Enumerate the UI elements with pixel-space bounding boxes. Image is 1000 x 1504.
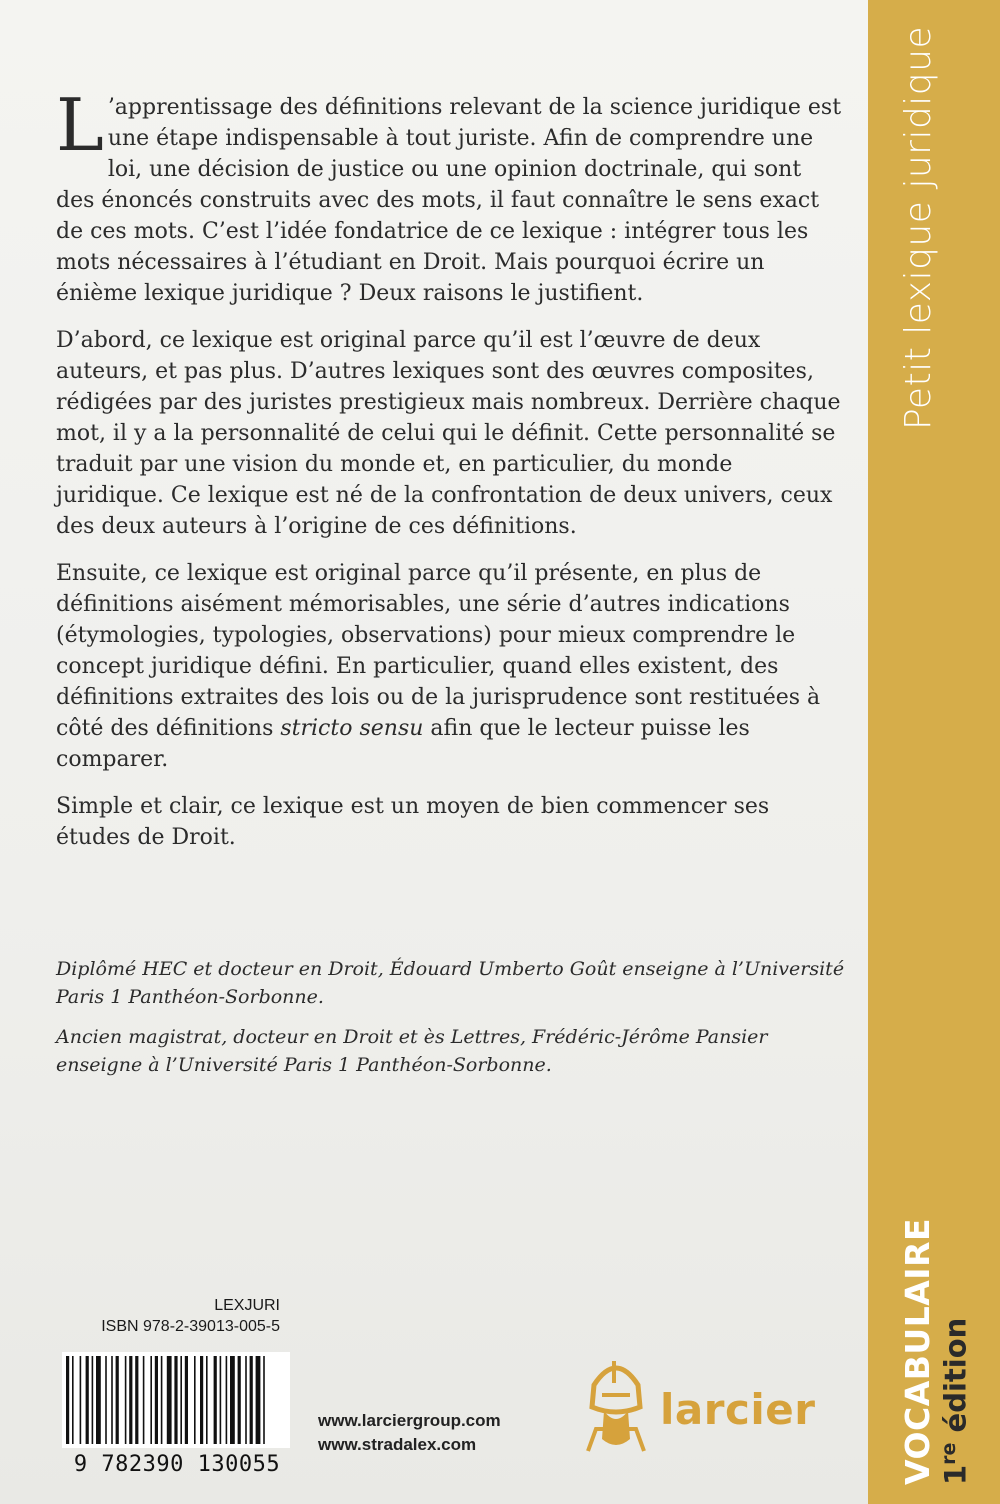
collection-code: LEXJURI: [214, 1297, 280, 1314]
author-bio-2: Ancien magistrat, docteur en Droit et ès Lettres, Frédéric-Jérôme Pansier enseigne à l’Université Paris 1 Panthéon-Sorbonne.: [56, 1026, 768, 1076]
publisher-links: [318, 1409, 501, 1457]
product-codes: [60, 1295, 280, 1337]
barcode-icon: [62, 1352, 290, 1448]
paragraph-2: D’abord, ce lexique est original parce qu’il est l’œuvre de deux auteurs, et pas plus. D’autres lexiques sont des œuvres composites, rédigées par des juristes prestigieux mais nombreux. Derrière chaque mot, il y a la personnalité de celui qui le définit. Cette personnalité se traduit par une vision du monde et, en particulier, du monde juridique. Ce lexique est né de la confrontation de deux univers, ceux des deux auteurs à l’origine de ces définitions.: [56, 328, 841, 539]
paragraph-3-text-a: Ensuite, ce lexique est original parce qu’il présente, en plus de définitions aisément mémorisables, une série d’autres indications (étymologies, typologies, observations) pour mieux comprendre le concept juridique défini. En particulier, quand elles existent, des définitions extraites des lois ou de la jurisprudence sont restituées à côté des définitions: [56, 561, 821, 741]
isbn: ISBN 978-2-39013-005-5: [101, 1318, 280, 1335]
publisher-logo-text: larcier: [660, 1385, 816, 1434]
edition-sup: re: [938, 1442, 960, 1465]
edition-label: [938, 1318, 973, 1485]
barcode-number: 9 782390 130055: [73, 1452, 281, 1477]
paragraph-3-italic: stricto sensu: [280, 716, 424, 741]
helmet-logo-icon: [580, 1355, 652, 1455]
blurb-text: [56, 83, 846, 869]
paragraph-3: [56, 558, 846, 775]
drop-cap: L: [56, 83, 104, 167]
edition-number: 1: [938, 1464, 973, 1485]
author-bios: [56, 955, 846, 1091]
paragraph-1-text: ’apprentissage des définitions relevant de la science juridique est une étape indispensable à tout juriste. Afin de comprendre une loi, une décision de justice ou une opinion doctrinale, qui sont des énoncés construits avec des mots, il faut connaître le sens exact de ces mots. C’est l’idée fondatrice de ce lexique : intégrer tous les mots nécessaires à l’étudiant en Droit. Mais pourquoi écrire un énième lexique juridique ? Deux raisons le justifient.: [56, 95, 842, 306]
paragraph-1: [56, 83, 846, 309]
collection-name: VOCABULAIRE: [898, 1217, 937, 1485]
paragraph-4: Simple et clair, ce lexique est un moyen de bien commencer ses études de Droit.: [56, 794, 770, 850]
website-link-2[interactable]: www.stradalex.com: [318, 1435, 477, 1454]
series-title: Petit lexique juridique: [898, 25, 939, 430]
edition-word: édition: [938, 1317, 973, 1443]
website-link-1[interactable]: www.larciergroup.com: [318, 1411, 501, 1430]
author-bio-1: Diplômé HEC et docteur en Droit, Édouard Umberto Goût enseigne à l’Université Paris 1 Panthéon-Sorbonne.: [56, 958, 845, 1008]
paragraph-3-text-b: afin que le lecteur puisse les comparer.: [56, 716, 750, 772]
